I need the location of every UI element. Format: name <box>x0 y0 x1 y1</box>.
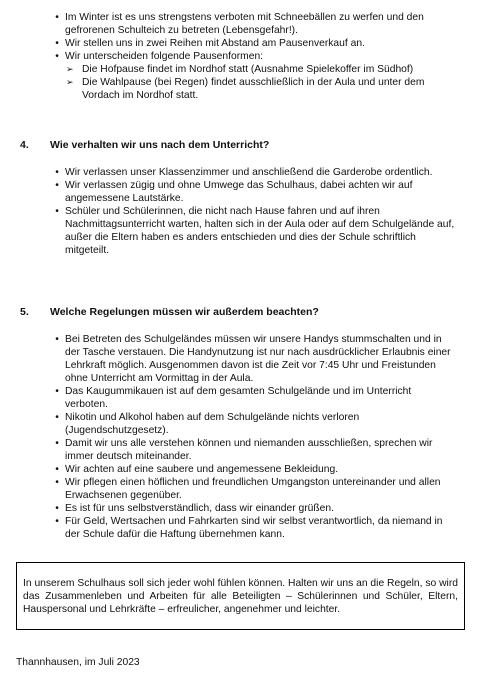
list-item: • Wir achten auf eine saubere und angemessene Bekleidung. <box>65 463 455 476</box>
list-item: • Wir stellen uns in zwei Reihen mit Abstand am Pausenverkauf an. <box>65 37 455 50</box>
list-item: • Wir verlassen zügig und ohne Umwege das Schulhaus, dabei achten wir auf angemessene Lautstärke. <box>65 179 455 205</box>
arrow-icon: ➢ <box>66 77 74 87</box>
bullet-icon: • <box>55 12 59 23</box>
bullet-icon: • <box>55 477 59 488</box>
list-item: • Schüler und Schülerinnen, die nicht nach Hause fahren und auf ihren Nachmittagsunterricht warten, halten sich in der Aula oder auf dem Schulgelände auf, außer die Eltern haben es anders entschieden und dies der Schule schriftlich mitgeteilt. <box>65 205 455 257</box>
closing-statement-text: In unserem Schulhaus soll sich jeder wohl fühlen können. Halten wir uns an die Regeln, so wird das Zusammenleben und Arbeiten für alle Beteiligten – Schülerinnen und Schüler, Eltern, Hauspersonal und Lehrkräfte – erfreulicher, angenehmer und leichter. <box>23 578 458 615</box>
bullet-icon: • <box>55 180 59 191</box>
place-date-footer: Thannhausen, im Juli 2023 <box>16 657 140 668</box>
bullet-icon: • <box>55 334 59 345</box>
bullet-icon: • <box>55 464 59 475</box>
section-4-list <box>55 166 455 257</box>
list-item: • Nikotin und Alkohol haben auf dem Schulgelände nichts verloren (Jugendschutzgesetz). <box>65 411 455 437</box>
sub-list-item: ➢ Die Wahlpause (bei Regen) findet ausschließlich in der Aula und unter dem Vordach im Nordhof statt. <box>66 77 425 101</box>
bullet-icon: • <box>55 412 59 423</box>
list-item: • Für Geld, Wertsachen und Fahrkarten sind wir selbst verantwortlich, da niemand in der Schule dafür die Haftung übernehmen kann. <box>65 515 455 541</box>
list-item: • Wir unterscheiden folgende Pausenformen: ➢ Die Hofpause findet im Nordhof statt (Ausnahme Spielekoffer im Südhof) ➢ Die Wahlpause (bei Regen) findet ausschließlich in der Aula und unter dem Vordach im Nordhof statt. <box>65 50 455 102</box>
list-item: • Es ist für uns selbstverständlich, dass wir einander grüßen. <box>65 502 455 515</box>
bullet-icon: • <box>55 51 59 62</box>
list-item: • Das Kaugummikauen ist auf dem gesamten Schulgelände und im Unterricht verboten. <box>65 385 455 411</box>
bullet-icon: • <box>55 38 59 49</box>
bullet-icon: • <box>55 503 59 514</box>
list-item: • Im Winter ist es uns strengstens verboten mit Schneebällen zu werfen und den gefrorenen Schulteich zu betreten (Lebensgefahr!). <box>65 11 455 37</box>
bullet-icon: • <box>55 386 59 397</box>
bullet-icon: • <box>55 438 59 449</box>
list-item: • Wir pflegen einen höflichen und freundlichen Umgangston untereinander und allen Erwachsenen gegenüber. <box>65 476 455 502</box>
bullet-icon: • <box>55 516 59 527</box>
section-5-list <box>55 333 455 541</box>
bullet-icon: • <box>55 206 59 217</box>
bullet-icon: • <box>55 167 59 178</box>
closing-statement-box <box>16 562 465 630</box>
list-item: • Damit wir uns alle verstehen können und niemanden ausschließen, sprechen wir immer deutsch miteinander. <box>65 437 455 463</box>
arrow-icon: ➢ <box>66 64 74 74</box>
sub-list-item: ➢ Die Hofpause findet im Nordhof statt (Ausnahme Spielekoffer im Südhof) <box>66 64 414 75</box>
list-item: • Bei Betreten des Schulgeländes müssen wir unsere Handys stummschalten und in der Tasche verstauen. Die Handynutzung ist nur nach ausdrücklicher Erlaubnis einer Lehrkraft möglich. Ausgenommen davon ist die Zeit vor 7:45 Uhr und Freistunden ohne Unterricht am Vormittag in der Aula. <box>65 333 455 385</box>
pause-rules-list <box>55 11 455 102</box>
list-item: • Wir verlassen unser Klassenzimmer und anschließend die Garderobe ordentlich. <box>65 166 455 179</box>
